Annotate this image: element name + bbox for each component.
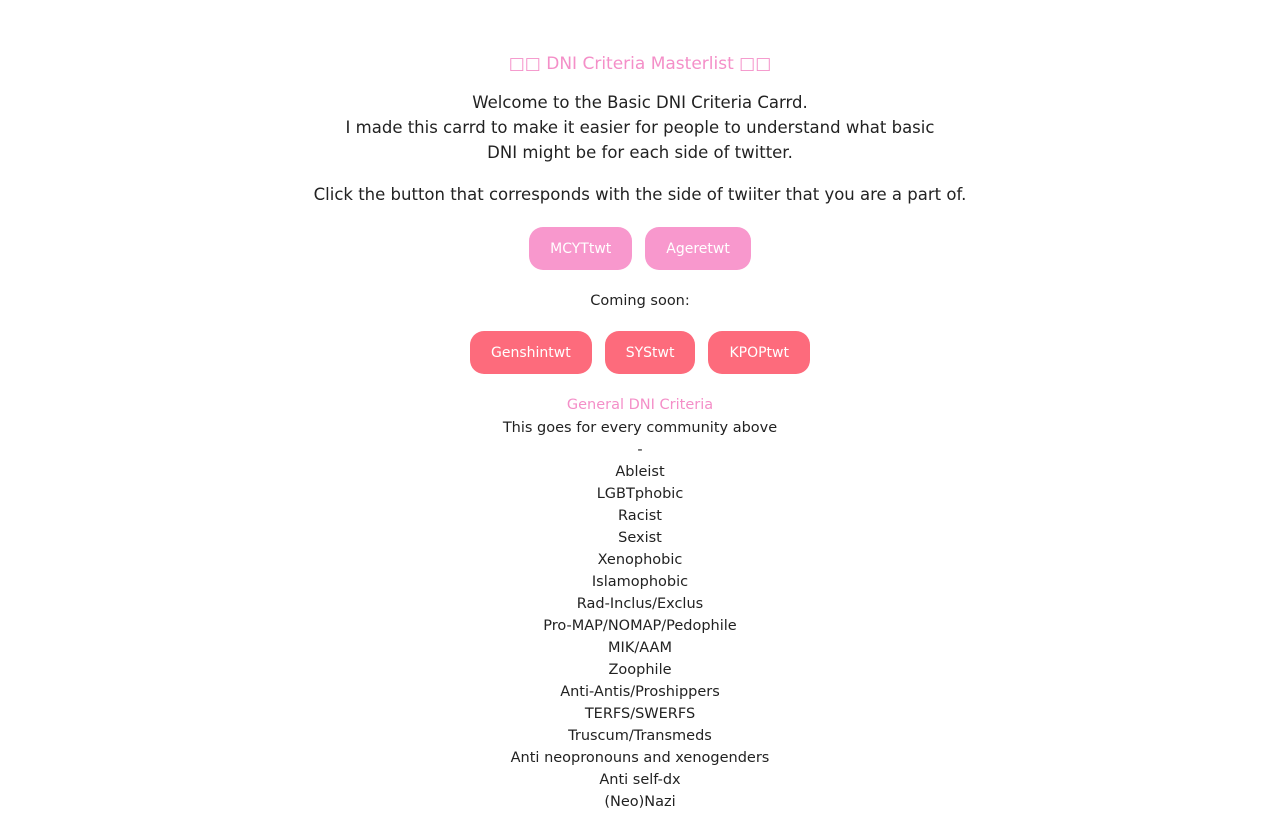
ageretwt-button[interactable]: Ageretwt: [645, 227, 751, 270]
instruction-text: Click the button that corresponds with the side of twiiter that you are a part of.: [313, 185, 967, 204]
intro-line-welcome: Welcome to the Basic DNI Criteria Carrd.: [472, 93, 808, 112]
list-item: Zoophile: [608, 662, 672, 678]
mcyttwt-button[interactable]: MCYTtwt: [529, 227, 632, 270]
list-item: TERFS/SWERFS: [584, 706, 696, 722]
general-dni-title: General DNI Criteria: [566, 397, 714, 413]
list-item: Rad-Inclus/Exclus: [576, 596, 704, 612]
genshintwt-button[interactable]: Genshintwt: [470, 331, 592, 374]
community-button-row: [0, 227, 1280, 270]
list-item: Anti self-dx: [599, 772, 681, 788]
kpoptwt-button[interactable]: KPOPtwt: [708, 331, 810, 374]
coming-soon-button-row: [0, 331, 1280, 374]
general-dni-subtitle: This goes for every community above: [502, 420, 778, 436]
page-title: □□ DNI Criteria Masterlist □□: [508, 54, 772, 74]
systwt-button[interactable]: SYStwt: [605, 331, 696, 374]
list-item: (Neo)Nazi: [604, 794, 676, 810]
list-item: LGBTphobic: [596, 486, 684, 502]
coming-soon-label: Coming soon:: [590, 293, 690, 309]
list-item: Truscum/Transmeds: [568, 728, 712, 744]
list-item: Sexist: [618, 530, 662, 546]
list-item: Anti neopronouns and xenogenders: [510, 750, 770, 766]
list-item: Xenophobic: [597, 552, 683, 568]
list-item: Anti-Antis/Proshippers: [560, 684, 720, 700]
list-item: Racist: [618, 508, 662, 524]
list-item: -: [637, 442, 643, 458]
list-item: Islamophobic: [591, 574, 689, 590]
general-dni-list: [0, 417, 1280, 813]
list-item: Pro-MAP/NOMAP/Pedophile: [543, 618, 737, 634]
intro-text: [340, 90, 940, 165]
list-item: Ableist: [615, 464, 665, 480]
intro-line-purpose: I made this carrd to make it easier for people to understand what basic DNI might be for each side of twitter.: [345, 118, 935, 162]
list-item: MIK/AAM: [608, 640, 672, 656]
